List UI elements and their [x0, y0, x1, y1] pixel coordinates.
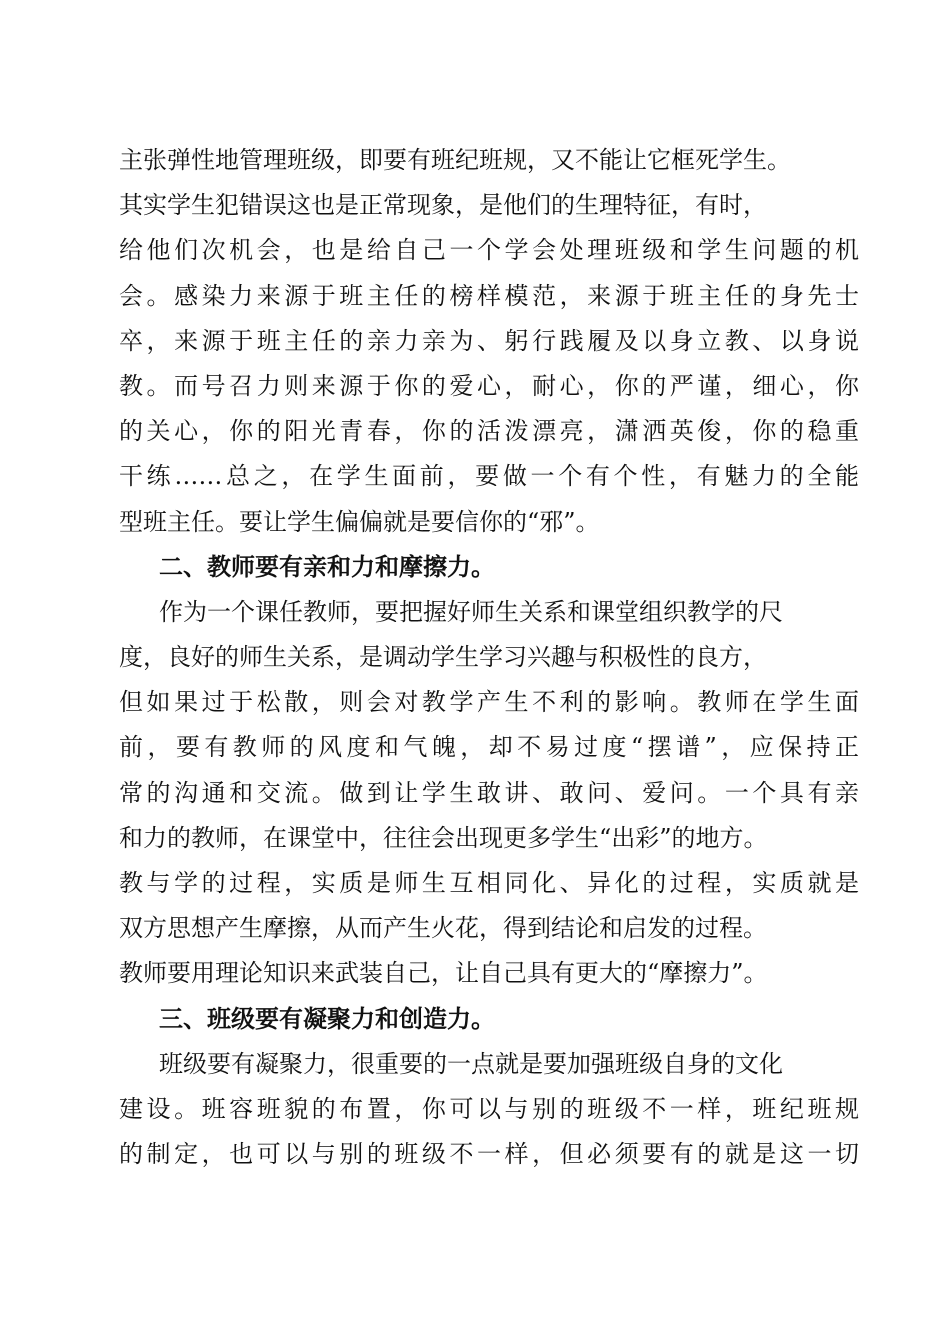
text-line: 但如果过于松散，则会对教学产生不利的影响。教师在学生面	[119, 688, 859, 717]
text-line: 卒，来源于班主任的亲力亲为、躬行践履及以身立教、以身说	[119, 326, 859, 355]
body-text	[119, 138, 859, 1177]
section-heading: 二、教师要有亲和力和摩擦力。	[159, 552, 495, 581]
text-line: 双方思想产生摩擦，从而产生火花，得到结论和启发的过程。	[119, 914, 767, 943]
text-line: 和力的教师，在课堂中，往往会出现更多学生“出彩”的地方。	[119, 823, 768, 852]
paragraph-first-line: 班级要有凝聚力，很重要的一点就是要加强班级自身的文化	[159, 1049, 783, 1078]
text-line: 的制定，也可以与别的班级不一样，但必须要有的就是这一切	[119, 1140, 859, 1169]
text-line: 主张弹性地管理班级，即要有班纪班规，又不能让它框死学生。	[119, 146, 791, 174]
text-line: 的关心，你的阳光青春，你的活泼漂亮，潇洒英俊，你的稳重	[119, 417, 859, 446]
text-line: 给他们次机会，也是给自己一个学会处理班级和学生问题的机	[119, 236, 859, 265]
section-heading: 三、班级要有凝聚力和创造力。	[159, 1004, 495, 1033]
text-line: 其实学生犯错误这也是正常现象，是他们的生理特征，有时，	[119, 191, 767, 220]
text-line: 干练……总之，在学生面前，要做一个有个性，有魅力的全能	[119, 462, 859, 491]
text-line: 教。而号召力则来源于你的爱心，耐心，你的严谨，细心，你	[119, 371, 859, 400]
text-line: 度，良好的师生关系，是调动学生学习兴趣与积极性的良方，	[119, 643, 767, 672]
text-line: 型班主任。要让学生偏偏就是要信你的“邪”。	[119, 507, 600, 536]
text-line: 常的沟通和交流。做到让学生敢讲、敢问、爱问。一个具有亲	[119, 778, 859, 807]
text-line: 建设。班容班貌的布置，你可以与别的班级不一样，班纪班规	[119, 1094, 859, 1123]
text-line: 会。感染力来源于班主任的榜样模范，来源于班主任的身先士	[119, 281, 859, 310]
paragraph-first-line: 作为一个课任教师，要把握好师生关系和课堂组织教学的尺	[159, 597, 783, 626]
text-line: 教与学的过程，实质是师生互相同化、异化的过程，实质就是	[119, 869, 859, 897]
text-line: 前，要有教师的风度和气魄，却不易过度“摆谱”，应保持正	[119, 733, 859, 762]
text-line: 教师要用理论知识来武装自己，让自己具有更大的“摩擦力”。	[119, 959, 768, 988]
